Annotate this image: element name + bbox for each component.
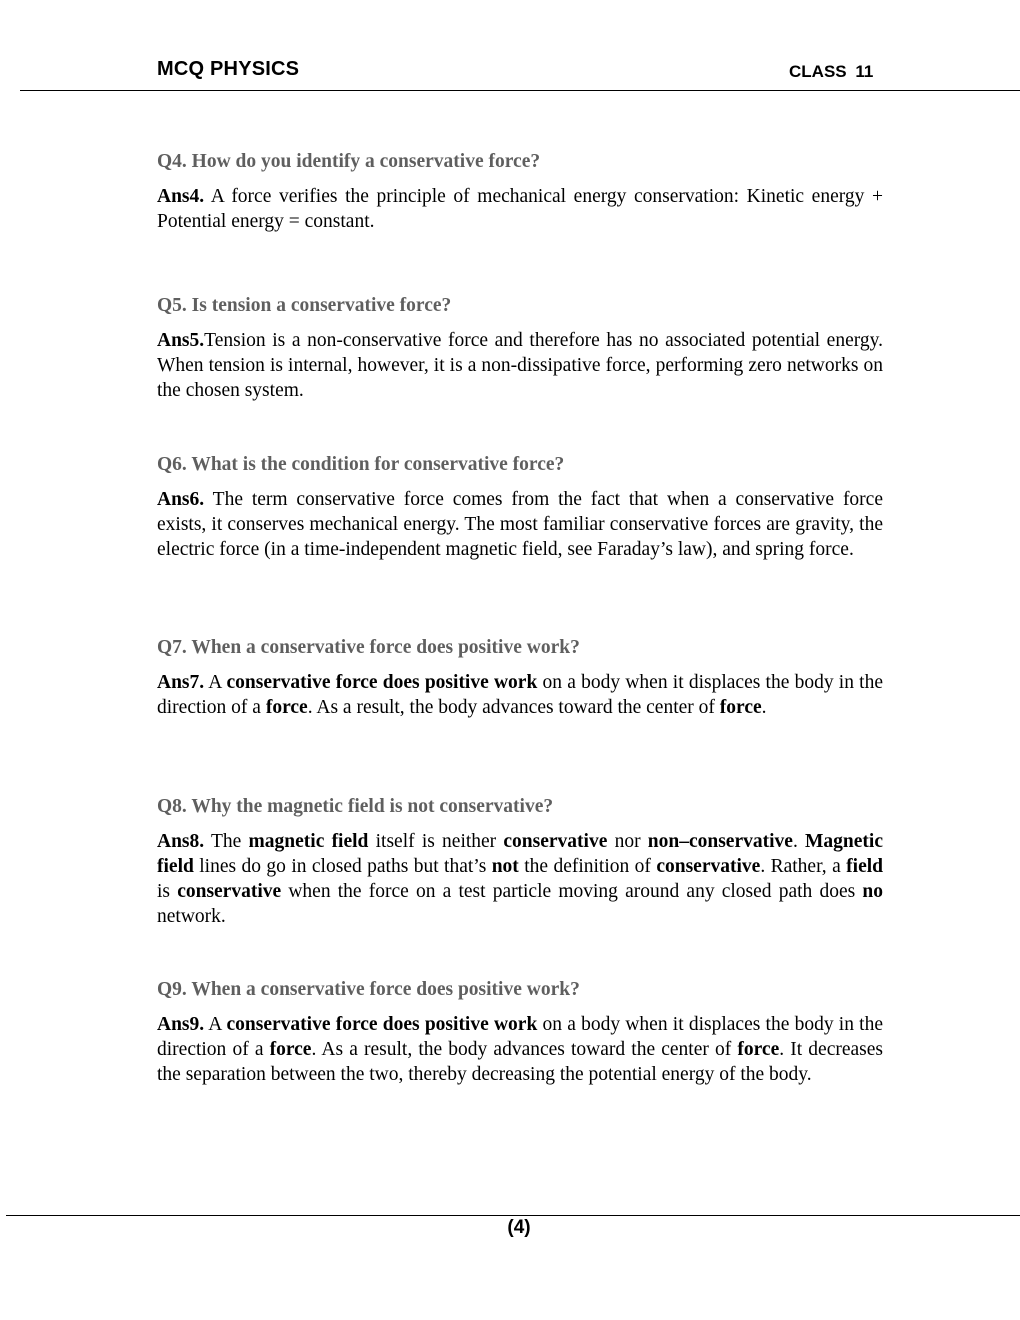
answer-text: Ans5.Tension is a non-conservative force and therefore has no associated potential energy. When tension is internal, however, it is a non-dissipative force, performing zero networks on the chosen system. [157, 330, 883, 401]
page-number: (4) [507, 1217, 531, 1238]
answer-text: Ans9. A conservative force does positive work on a body when it displaces the body in the direction of a force. As a result, the body advances toward the center of force. It decreases the separation between the two, thereby decreasing the potential energy of the body. [157, 1014, 883, 1085]
qa-block-q7 [157, 636, 883, 720]
answer-label: Ans4. [157, 186, 205, 207]
answer-text: Ans6. The term conservative force comes from the fact that when a conservative force exists, it conserves mechanical energy. The most familiar conservative forces are gravity, the electric force (in a time-independent magnetic field, see Faraday’s law), and spring force. [157, 489, 883, 560]
question-text: Q7. When a conservative force does positive work? [157, 637, 580, 658]
answer-label: Ans7. [157, 672, 205, 693]
footer-divider [6, 1215, 1020, 1216]
qa-block-q6 [157, 453, 883, 562]
question-text: Q8. Why the magnetic field is not conservative? [157, 796, 554, 817]
qa-block-q4 [157, 150, 883, 234]
header-title: MCQ PHYSICS [157, 58, 300, 80]
qa-block-q5 [157, 294, 883, 403]
header-class-label: CLASS 11 [789, 62, 874, 81]
answer-label: Ans6. [157, 489, 205, 510]
answer-text: Ans8. The magnetic field itself is neither conservative nor non–conservative. Magnetic field lines do go in closed paths but that’s not the definition of conservative. Rather, a field is conservative when the force on a test particle moving around any closed path does no network. [157, 831, 884, 927]
answer-text: Ans4. A force verifies the principle of mechanical energy conservation: Kinetic energy + Potential energy = constant. [157, 186, 883, 232]
question-text: Q6. What is the condition for conservative force? [157, 454, 565, 475]
answer-text: Ans7. A conservative force does positive work on a body when it displaces the body in the direction of a force. As a result, the body advances toward the center of force. [157, 672, 883, 718]
answer-label: Ans9. [157, 1014, 205, 1035]
answer-label: Ans5. [157, 330, 205, 351]
answer-label: Ans8. [157, 831, 205, 852]
header-divider [20, 90, 1020, 91]
qa-block-q9 [157, 978, 883, 1087]
qa-block-q8 [157, 795, 883, 929]
question-text: Q5. Is tension a conservative force? [157, 295, 452, 316]
question-text: Q4. How do you identify a conservative force? [157, 151, 541, 172]
question-text: Q9. When a conservative force does positive work? [157, 979, 580, 1000]
